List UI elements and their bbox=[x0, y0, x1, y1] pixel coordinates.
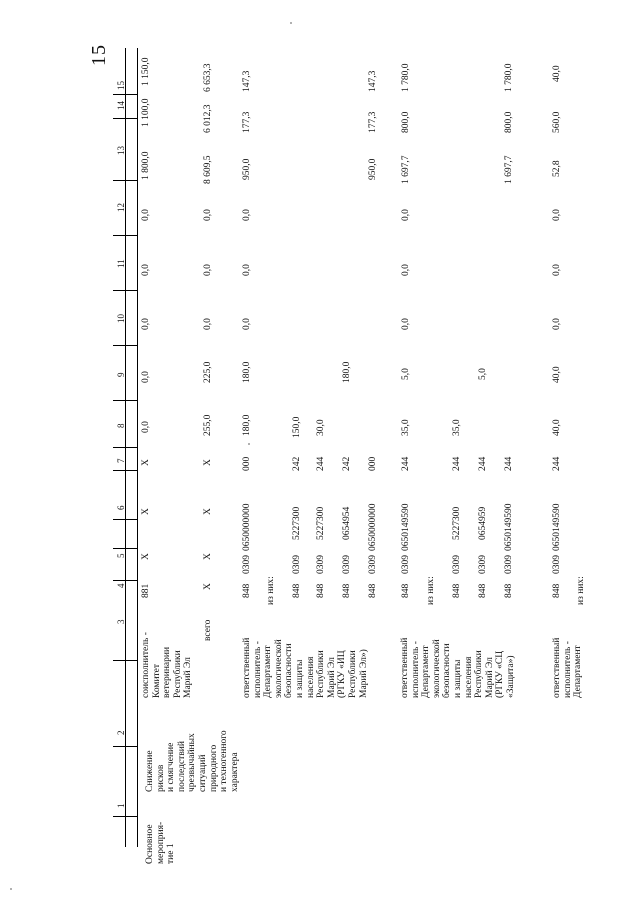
row-6-rzpr: 0309 bbox=[368, 555, 378, 574]
row-11-v12: 0,0 bbox=[552, 209, 562, 221]
row-6-v14: 177,3 bbox=[368, 111, 378, 133]
row-8-csr: 5227300 bbox=[452, 506, 462, 540]
row-10-v13: 1 697,7 bbox=[504, 155, 514, 184]
col-num-11: 11 bbox=[116, 259, 126, 268]
row-2-v11: 0,0 bbox=[242, 264, 252, 276]
scan-speck bbox=[290, 22, 292, 24]
event-description: Снижение рисков и смягчение последствий чрезвычайных ситуаций природного и техногенного характера bbox=[145, 730, 240, 792]
row-11-executor: ответственный исполнитель - Департамент bbox=[552, 637, 584, 698]
col-num-3: 3 bbox=[116, 619, 126, 624]
col-divider bbox=[113, 746, 137, 747]
row-7-v14: 800,0 bbox=[401, 111, 411, 133]
col-divider bbox=[113, 180, 137, 181]
row-2-csr: 0650000000 bbox=[242, 503, 252, 551]
col-num-6: 6 bbox=[116, 505, 126, 510]
row-10-csr: 0650149590 bbox=[504, 503, 514, 551]
row-7-v8: 35,0 bbox=[401, 419, 411, 436]
page-number: 15 bbox=[88, 44, 110, 66]
row-0-rzpr: X bbox=[141, 553, 151, 560]
row-7-sub-label: из них: bbox=[426, 576, 436, 605]
row-1-v11: 0,0 bbox=[203, 264, 213, 276]
col-divider bbox=[113, 235, 137, 236]
col-num-12: 12 bbox=[116, 203, 126, 212]
row-7-v11: 0,0 bbox=[401, 264, 411, 276]
row-6-grbs: 848 bbox=[368, 583, 378, 598]
row-7-v9: 5,0 bbox=[401, 368, 411, 380]
row-1-v10: 0,0 bbox=[203, 318, 213, 330]
col-num-10: 10 bbox=[116, 314, 126, 323]
col-num-5: 5 bbox=[116, 553, 126, 558]
col-divider bbox=[113, 580, 137, 581]
col-divider bbox=[113, 816, 137, 817]
row-1-v15: 6 653,3 bbox=[203, 63, 213, 92]
row-3-grbs: 848 bbox=[292, 583, 302, 598]
row-2-v13: 950,0 bbox=[242, 158, 252, 180]
row-2-v10: 0,0 bbox=[242, 318, 252, 330]
row-7-v10: 0,0 bbox=[401, 318, 411, 330]
row-1-v12: 0,0 bbox=[203, 209, 213, 221]
row-0-v11: 0,0 bbox=[141, 264, 151, 276]
col-divider bbox=[113, 400, 137, 401]
row-1-v13: 8 609,5 bbox=[203, 155, 213, 184]
row-11-grbs: 848 bbox=[552, 583, 562, 598]
row-0-v8: 0,0 bbox=[141, 421, 151, 433]
row-10-v15: 1 780,0 bbox=[504, 63, 514, 92]
row-5-csr: 0654954 bbox=[342, 506, 352, 540]
row-0-csr: X bbox=[141, 508, 151, 515]
row-2-vr: 000 bbox=[242, 456, 252, 471]
row-1-vr: X bbox=[203, 459, 213, 466]
row-1-v9: 225,0 bbox=[203, 361, 213, 383]
header-bottom-border bbox=[137, 48, 138, 847]
row-10-grbs: 848 bbox=[504, 583, 514, 598]
row-11-csr: 0650149590 bbox=[552, 503, 562, 551]
row-1-grbs: X bbox=[203, 583, 213, 590]
event-name: Основное мероприя-тие 1 bbox=[145, 821, 177, 864]
row-0-grbs: 881 bbox=[141, 583, 151, 598]
row-11-v9: 40,0 bbox=[552, 366, 562, 383]
scan-speck bbox=[248, 443, 250, 445]
row-9-rzpr: 0309 bbox=[478, 555, 488, 574]
row-6-vr: 000 bbox=[368, 456, 378, 471]
row-10-rzpr: 0309 bbox=[504, 555, 514, 574]
row-9-v9: 5,0 bbox=[478, 368, 488, 380]
row-9-vr: 244 bbox=[478, 456, 488, 471]
row-4-csr: 5227300 bbox=[316, 506, 326, 540]
scan-speck bbox=[10, 888, 12, 890]
row-9-grbs: 848 bbox=[478, 583, 488, 598]
col-divider bbox=[113, 548, 137, 549]
col-divider bbox=[113, 470, 137, 471]
row-3-rzpr: 0309 bbox=[292, 555, 302, 574]
row-8-vr: 244 bbox=[452, 456, 462, 471]
col-divider bbox=[113, 519, 137, 520]
row-0-executor: соисполнитель - Комитет ветеринарии Республики Марий Эл bbox=[141, 632, 194, 698]
row-1-rzpr: X bbox=[203, 553, 213, 560]
row-1-executor: всего bbox=[203, 619, 213, 641]
row-1-v14: 6 012,3 bbox=[203, 104, 213, 133]
row-11-v10: 0,0 bbox=[552, 318, 562, 330]
row-3-v8: 150,0 bbox=[292, 416, 302, 438]
row-7-grbs: 848 bbox=[401, 583, 411, 598]
row-7-v13: 1 697,7 bbox=[401, 155, 411, 184]
row-2-v9: 180,0 bbox=[242, 361, 252, 383]
row-2-rzpr: 0309 bbox=[242, 555, 252, 574]
row-7-vr: 244 bbox=[401, 456, 411, 471]
row-0-vr: X bbox=[141, 459, 151, 466]
row-7-v12: 0,0 bbox=[401, 209, 411, 221]
row-10-vr: 244 bbox=[504, 456, 514, 471]
row-3-vr: 242 bbox=[292, 456, 302, 471]
row-4-grbs: 848 bbox=[316, 583, 326, 598]
col-num-14: 14 bbox=[116, 101, 126, 110]
row-2-v14: 177,3 bbox=[242, 111, 252, 133]
row-0-v15: 1 150,0 bbox=[141, 57, 151, 86]
row-1-v8: 255,0 bbox=[203, 414, 213, 436]
row-11-v11: 0,0 bbox=[552, 264, 562, 276]
row-7-v15: 1 780,0 bbox=[401, 63, 411, 92]
row-6-csr: 0650000000 bbox=[368, 503, 378, 551]
col-num-15: 15 bbox=[116, 81, 126, 90]
row-6-v13: 950,0 bbox=[368, 158, 378, 180]
row-2-v8: 180,0 bbox=[242, 414, 252, 436]
row-11-sub-label: из них: bbox=[576, 576, 586, 605]
row-0-v12: 0,0 bbox=[141, 209, 151, 221]
col-num-7: 7 bbox=[116, 458, 126, 463]
row-8-v8: 35,0 bbox=[452, 419, 462, 436]
row-11-v15: 40,0 bbox=[552, 65, 562, 82]
col-num-9: 9 bbox=[116, 372, 126, 377]
col-num-1: 1 bbox=[116, 803, 126, 808]
row-4-vr: 244 bbox=[316, 456, 326, 471]
row-5-grbs: 848 bbox=[342, 583, 352, 598]
col-num-4: 4 bbox=[116, 583, 126, 588]
row-7-csr: 0650149590 bbox=[401, 503, 411, 551]
col-num-8: 8 bbox=[116, 423, 126, 428]
row-2-executor: ответственный исполнитель - Департамент экологической безопасности и защиты населения Республики Марий Эл (РГКУ «ИЦ Республики Марий Эл») bbox=[242, 637, 369, 698]
row-2-grbs: 848 bbox=[242, 583, 252, 598]
col-divider bbox=[113, 94, 137, 95]
row-10-v14: 800,0 bbox=[504, 111, 514, 133]
row-0-v13: 1 800,0 bbox=[141, 151, 151, 180]
row-9-csr: 0654959 bbox=[478, 506, 488, 540]
row-11-v14: 560,0 bbox=[552, 111, 562, 133]
col-num-13: 13 bbox=[116, 146, 126, 155]
col-num-2: 2 bbox=[116, 730, 126, 735]
row-2-v12: 0,0 bbox=[242, 209, 252, 221]
row-5-v9: 180,0 bbox=[342, 361, 352, 383]
col-divider bbox=[113, 660, 137, 661]
col-divider bbox=[113, 345, 137, 346]
row-11-vr: 244 bbox=[552, 456, 562, 471]
col-divider bbox=[113, 447, 137, 448]
row-11-v13: 52,8 bbox=[552, 160, 562, 177]
row-8-grbs: 848 bbox=[452, 583, 462, 598]
row-3-csr: 5227300 bbox=[292, 506, 302, 540]
row-0-v14: 1 100,0 bbox=[141, 98, 151, 127]
row-7-rzpr: 0309 bbox=[401, 555, 411, 574]
row-7-executor: ответственный исполнитель - Департамент экологической безопасности и защиты населения Республики Марий Эл (РГКУ «СЦ «Защита») bbox=[400, 637, 516, 698]
row-5-rzpr: 0309 bbox=[342, 555, 352, 574]
row-8-rzpr: 0309 bbox=[452, 555, 462, 574]
row-11-rzpr: 0309 bbox=[552, 555, 562, 574]
row-4-v8: 30,0 bbox=[316, 419, 326, 436]
col-divider bbox=[113, 290, 137, 291]
row-6-v15: 147,3 bbox=[368, 70, 378, 92]
row-11-v8: 40,0 bbox=[552, 419, 562, 436]
row-2-v15: 147,3 bbox=[242, 70, 252, 92]
row-5-vr: 242 bbox=[342, 456, 352, 471]
row-2-sub-label: из них: bbox=[266, 576, 276, 605]
row-0-v9: 0,0 bbox=[141, 371, 151, 383]
row-0-v10: 0,0 bbox=[141, 318, 151, 330]
col-divider bbox=[113, 118, 137, 119]
row-1-csr: X bbox=[203, 508, 213, 515]
row-4-rzpr: 0309 bbox=[316, 555, 326, 574]
